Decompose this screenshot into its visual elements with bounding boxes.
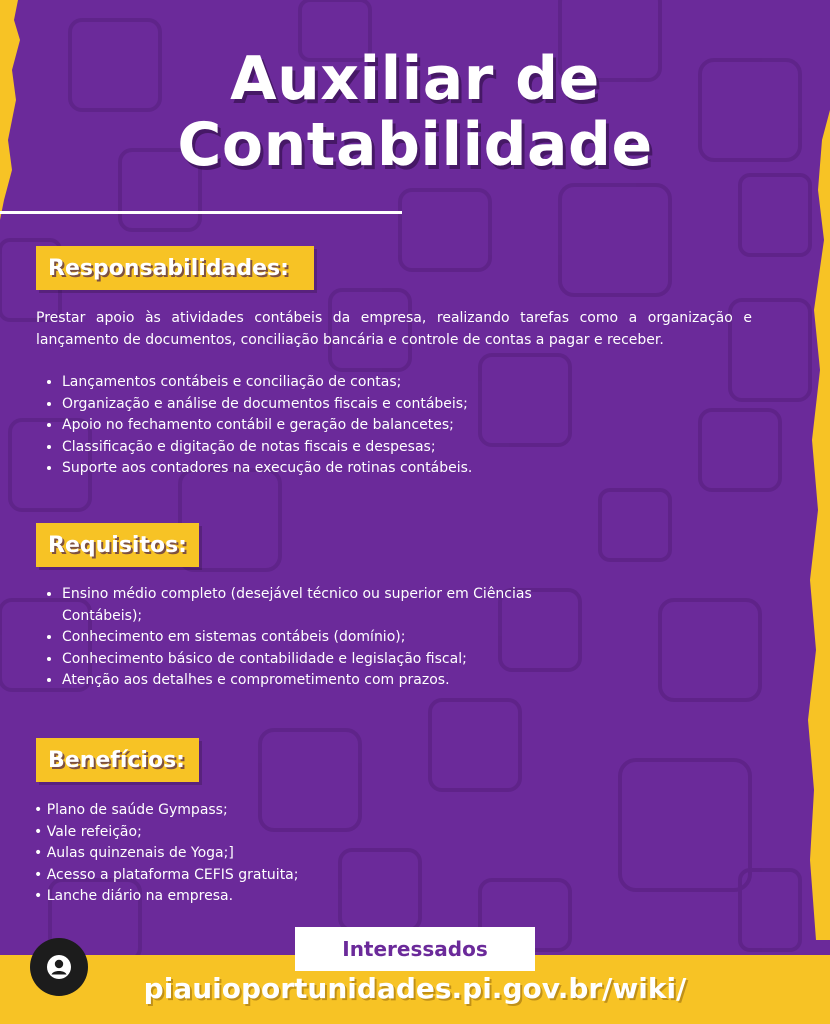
list-item: • Lançamentos contábeis e conciliação de contas; <box>62 372 762 394</box>
requirements-list <box>36 584 582 692</box>
list-item: • Plano de saúde Gympass; <box>34 802 228 818</box>
list-item: • Conhecimento em sistemas contábeis (domínio); <box>62 627 582 649</box>
title-line-1: Auxiliar de <box>230 44 600 114</box>
list-item: • Ensino médio completo (desejável técnico ou superior em Ciências Contábeis); <box>62 584 582 627</box>
interessados-label: Interessados <box>295 927 535 971</box>
list-item: • Apoio no fechamento contábil e geração de balancetes; <box>62 415 762 437</box>
title-divider <box>0 211 402 214</box>
page-title <box>0 46 830 178</box>
brush-stroke-right <box>800 110 830 940</box>
title-line-2: Contabilidade <box>177 110 653 180</box>
responsibilities-heading: Responsabilidades: <box>36 246 314 290</box>
profile-button[interactable] <box>30 938 88 996</box>
benefits-list <box>34 800 298 908</box>
benefits-heading: Benefícios: <box>36 738 199 782</box>
list-item: • Conhecimento básico de contabilidade e legislação fiscal; <box>62 649 582 671</box>
requirements-heading: Requisitos: <box>36 523 199 567</box>
list-item: • Lanche diário na empresa. <box>34 888 234 904</box>
list-item: • Acesso a plataforma CEFIS gratuita; <box>34 866 299 883</box>
list-item: • Classificação e digitação de notas fiscais e despesas; <box>62 437 762 459</box>
list-item: • Atenção aos detalhes e comprometimento com prazos. <box>62 670 582 692</box>
list-item: • Suporte aos contadores na execução de rotinas contábeis. <box>62 458 762 480</box>
list-item: • Vale refeição; <box>34 823 142 840</box>
list-item: • Organização e análise de documentos fiscais e contábeis; <box>62 394 762 416</box>
responsibilities-list <box>36 372 762 480</box>
responsibilities-intro: Prestar apoio às atividades contábeis da empresa, realizando tarefas como a organização e lançamento de documentos, conciliação bancária e controle de contas a pagar e receber. <box>36 310 752 348</box>
user-circle-icon <box>46 954 72 980</box>
list-item: • Aulas quinzenais de Yoga;] <box>34 845 234 861</box>
footer-url[interactable]: piauioportunidades.pi.gov.br/wiki/ <box>143 972 687 1005</box>
